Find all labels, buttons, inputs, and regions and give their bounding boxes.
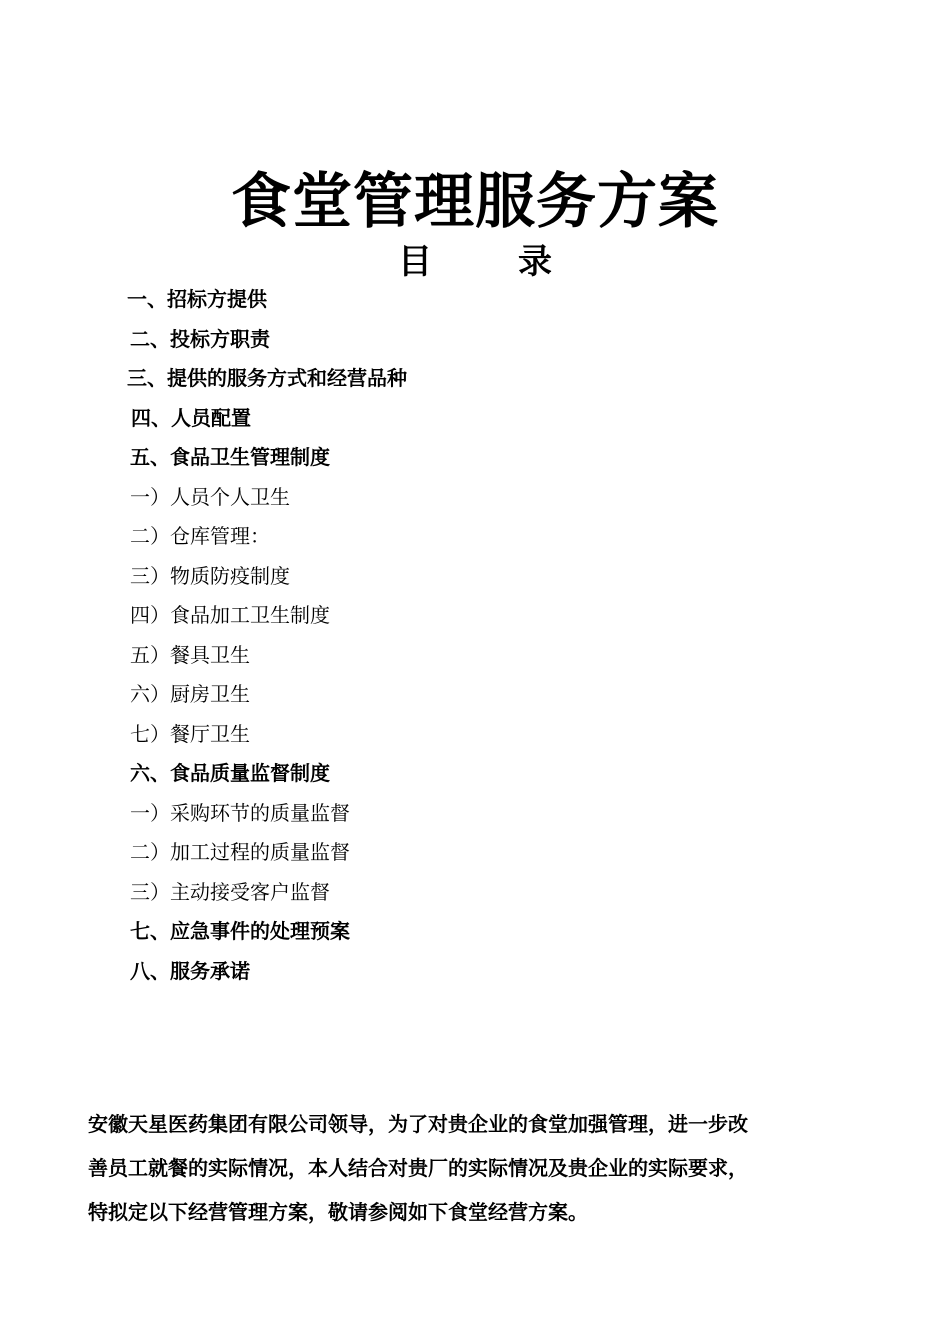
intro-line: 安徽天星医药集团有限公司领导，为了对贵企业的食堂加强管理，进一步改: [88, 1112, 748, 1136]
toc-item: 一）采购环节的质量监督: [130, 801, 350, 825]
toc-item: 四、人员配置: [131, 406, 251, 430]
toc-item: 三）物质防疫制度: [130, 564, 290, 588]
toc-item: 一、招标方提供: [127, 287, 267, 311]
toc-item: 五、食品卫生管理制度: [130, 445, 330, 469]
toc-item: 六、食品质量监督制度: [130, 761, 330, 785]
toc-item: 七、应急事件的处理预案: [130, 919, 350, 943]
toc-item: 二）仓库管理：: [130, 524, 270, 548]
toc-item: 六）厨房卫生: [130, 682, 250, 706]
intro-line: 善员工就餐的实际情况，本人结合对贵厂的实际情况及贵企业的实际要求，: [88, 1156, 748, 1180]
toc-item: 七）餐厅卫生: [130, 722, 250, 746]
toc-item: 二）加工过程的质量监督: [130, 840, 350, 864]
intro-paragraph: [88, 1102, 848, 1234]
toc-heading-right: 录: [518, 242, 552, 282]
toc-item: 二、投标方职责: [130, 327, 270, 351]
toc-item: 五）餐具卫生: [130, 643, 250, 667]
toc-item: 一）人员个人卫生: [130, 485, 290, 509]
toc-item: 三）主动接受客户监督: [130, 880, 330, 904]
document-title: 食堂管理服务方案: [231, 167, 719, 238]
toc-heading: [0, 240, 950, 284]
toc-item: 四）食品加工卫生制度: [130, 603, 330, 627]
intro-line: 特拟定以下经营管理方案，敬请参阅如下食堂经营方案。: [88, 1200, 588, 1224]
toc-heading-left: 目: [398, 242, 432, 282]
toc-item: 八、服务承诺: [130, 959, 250, 983]
toc-item: 三、提供的服务方式和经营品种: [127, 366, 407, 390]
